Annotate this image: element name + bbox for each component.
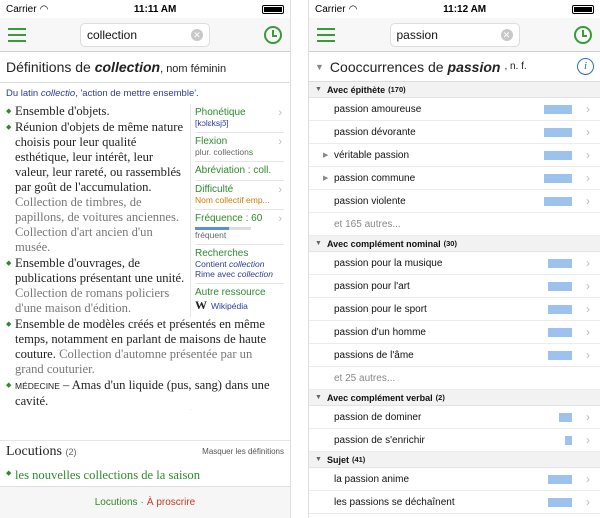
frequency-bar: [544, 436, 572, 445]
status-time: 11:12 AM: [443, 3, 487, 15]
abreviation-section[interactable]: Abréviation : coll.: [195, 162, 284, 181]
frequency-bar-fill: [548, 351, 572, 360]
cooccurrences-screen: [309, 0, 600, 518]
definition-item: ◆ Réunion d'objets de même nature choisis pour leur qualité esthétique, leur intérêt, leur valeur, leur rareté, ou rassemblés par goût de l'accumulation. Collection de timbres, de papillons, de voitures anciennes. Collection d'art ancien d'un musée.: [6, 120, 186, 255]
chevron-right-icon: ›: [278, 107, 282, 119]
hide-definitions-button[interactable]: Masquer les définitions: [202, 447, 284, 456]
chevron-right-icon: ›: [278, 136, 282, 148]
status-bar: [309, 0, 600, 18]
cooccurrence-row[interactable]: [309, 344, 600, 367]
cooccurrence-label: la passion anime: [334, 473, 410, 485]
chevron-right-icon: ›: [586, 194, 590, 208]
etymology: Du latin collectio, 'action de mettre ensemble'.: [6, 88, 199, 99]
frequency-bar: [544, 475, 572, 484]
frequency-bar: [544, 105, 572, 114]
expand-triangle-icon[interactable]: ▶: [323, 152, 329, 159]
cooccurrence-row[interactable]: [309, 275, 600, 298]
wikipedia-icon: W: [195, 298, 207, 312]
chevron-right-icon: ›: [278, 184, 282, 196]
search-value: passion: [396, 27, 438, 42]
chevron-right-icon: ›: [586, 348, 590, 362]
cooccurrence-label: passion amoureuse: [334, 103, 422, 115]
cooccurrence-row[interactable]: [309, 121, 600, 144]
cooccurrence-label: passion violente: [334, 195, 406, 207]
carrier: Carrier ◠: [315, 3, 358, 15]
search-value: collection: [87, 27, 138, 42]
cooccurrence-label: passion dévorante: [334, 126, 416, 138]
frequency-bar-fill: [544, 197, 572, 206]
cooccurrence-label: passion de dominer: [334, 411, 422, 423]
frequency-bar-fill: [548, 282, 572, 291]
autre-section: Autre ressource W Wikipédia: [195, 284, 284, 317]
nav-bar: [0, 18, 290, 52]
definition-item: ◆ MÉDECINE – Amas d'un liquide (pus, sang) dans une cavité.: [6, 378, 276, 409]
more-results-link[interactable]: et 25 autres...: [309, 367, 600, 390]
cooccurrence-row[interactable]: [309, 144, 600, 167]
battery-icon: [262, 5, 284, 14]
chevron-right-icon: ›: [586, 495, 590, 509]
nav-bar: [309, 18, 600, 52]
frequency-bar-fill: [559, 413, 572, 422]
group-header[interactable]: ▼ Avec complément verbal (2): [309, 390, 600, 406]
cooccurrence-label: véritable passion: [334, 149, 410, 161]
frequency-bar: [544, 328, 572, 337]
wifi-icon: ◠: [348, 3, 358, 15]
chevron-right-icon: ›: [586, 325, 590, 339]
frequency-bar: [544, 351, 572, 360]
history-clock-icon[interactable]: [264, 26, 282, 44]
frequency-bar-fill: [544, 151, 572, 160]
cooccurrence-row[interactable]: [309, 190, 600, 213]
frequency-bar-fill: [544, 174, 572, 183]
cooccurrence-row[interactable]: [309, 298, 600, 321]
cooccurrence-label: passion pour le sport: [334, 303, 427, 315]
chevron-right-icon: ›: [586, 410, 590, 424]
page-title: ▼ Cooccurrences de passion , n. f. i: [309, 52, 600, 82]
frequency-bar: [544, 498, 572, 507]
cooccurrence-label: les passions se déchaînent: [334, 496, 455, 508]
wikipedia-link[interactable]: W Wikipédia: [195, 298, 248, 312]
search-input[interactable]: [80, 23, 210, 47]
frequence-section[interactable]: Fréquence : 60 fréquent ›: [195, 210, 284, 245]
frequency-bar-fill: [544, 128, 572, 137]
frequency-bar: [544, 174, 572, 183]
collapse-triangle-icon: ▼: [315, 456, 322, 463]
battery-icon: [572, 5, 594, 14]
frequency-bar-fill: [548, 328, 572, 337]
chevron-right-icon: ›: [586, 279, 590, 293]
frequency-bar: [544, 413, 572, 422]
clear-icon[interactable]: ✕: [501, 29, 513, 41]
cooccurrence-label: passion commune: [334, 172, 416, 184]
collapse-triangle-icon[interactable]: ▼: [315, 61, 324, 72]
cooccurrence-row[interactable]: [309, 252, 600, 275]
cooccurrence-row[interactable]: [309, 468, 600, 491]
group-header[interactable]: ▼ Avec complément nominal (30): [309, 236, 600, 252]
frequency-bar: [544, 128, 572, 137]
group-header[interactable]: ▼ Sujet (41): [309, 452, 600, 468]
frequency-bar: [544, 197, 572, 206]
definition-item: ◆ Ensemble d'ouvrages, de publications présentant une unité. Collection de romans policiers d'une maison d'édition.: [6, 256, 186, 316]
wifi-icon: ◠: [39, 3, 49, 15]
cooccurrence-row[interactable]: [309, 98, 600, 121]
screen-divider: [290, 0, 309, 518]
frequency-bar-fill: [548, 498, 572, 507]
bottom-bar: Locutions · À proscrire: [0, 486, 290, 518]
frequency-bar: [544, 259, 572, 268]
chevron-right-icon: ›: [586, 433, 590, 447]
cooccurrence-row[interactable]: [309, 491, 600, 514]
cooccurrence-label: passion pour la musique: [334, 257, 443, 269]
page-title: Définitions de collection, nom féminin: [0, 52, 290, 83]
definitions-screen: [0, 0, 290, 518]
definition-item: ◆ Ensemble d'objets.: [6, 104, 186, 119]
cooccurrence-label: passion d'un homme: [334, 326, 426, 338]
menu-icon[interactable]: [317, 28, 335, 42]
locutions-header: Locutions (2) Masquer les définitions: [0, 440, 290, 462]
expand-triangle-icon[interactable]: ▶: [323, 175, 329, 182]
frequency-bar-fill: [565, 436, 572, 445]
proscribe-link[interactable]: À proscrire: [146, 497, 196, 508]
menu-icon[interactable]: [8, 28, 26, 42]
clear-icon[interactable]: ✕: [191, 29, 203, 41]
rhymes-link[interactable]: Rime avec collection: [195, 269, 273, 279]
chevron-right-icon: ›: [586, 125, 590, 139]
cooccurrence-row[interactable]: [309, 321, 600, 344]
history-clock-icon[interactable]: [574, 26, 592, 44]
group-header[interactable]: ▼ Avec épithète (170): [309, 82, 600, 98]
flexion-section[interactable]: Flexion plur. collections ›: [195, 133, 284, 162]
phonetique-section[interactable]: Phonétique [kɔlɛksjɔ̃] ›: [195, 104, 284, 133]
locutions-link[interactable]: Locutions: [94, 497, 138, 508]
cooccurrence-label: passions de l'âme: [334, 349, 414, 361]
collapse-triangle-icon: ▼: [315, 240, 322, 247]
chevron-right-icon: ›: [278, 213, 282, 225]
frequency-bar-fill: [548, 259, 572, 268]
cooccurrence-row[interactable]: [309, 429, 600, 452]
frequency-bar-fill: [544, 105, 572, 114]
frequency-bar-fill: [548, 475, 572, 484]
chevron-right-icon: ›: [586, 102, 590, 116]
contains-link[interactable]: Contient collection: [195, 259, 265, 269]
cooccurrence-label: passion pour l'art: [334, 280, 410, 292]
frequency-bar-fill: [548, 305, 572, 314]
difficulte-section[interactable]: Difficulté Nom collectif emp... ›: [195, 181, 284, 210]
recherches-section: Recherches Contient collection Rime avec collection: [195, 245, 284, 284]
info-icon[interactable]: i: [577, 58, 594, 75]
status-bar: [0, 0, 290, 18]
cooccurrence-groups: [309, 82, 600, 514]
chevron-right-icon: ›: [586, 256, 590, 270]
frequency-bar: [544, 305, 572, 314]
collapse-triangle-icon: ▼: [315, 394, 322, 401]
frequency-bar: [544, 151, 572, 160]
carrier: Carrier ◠: [6, 3, 49, 15]
cooccurrence-row[interactable]: [309, 167, 600, 190]
chevron-right-icon: ›: [586, 171, 590, 185]
status-time: 11:11 AM: [133, 3, 177, 15]
cooccurrence-label: passion de s'enrichir: [334, 434, 425, 446]
collapse-triangle-icon: ▼: [315, 86, 322, 93]
chevron-right-icon: ›: [586, 472, 590, 486]
chevron-right-icon: ›: [586, 302, 590, 316]
definition-item: ◆ Ensemble de modèles créés et présentés en même temps, notamment en parlant de maisons de haute couture. Collection d'automne présentée par un grand couturier.: [6, 317, 276, 377]
frequency-bar: [544, 282, 572, 291]
search-input[interactable]: [390, 23, 520, 47]
chevron-right-icon: ›: [586, 148, 590, 162]
cooccurrence-row[interactable]: [309, 406, 600, 429]
more-results-link[interactable]: et 165 autres...: [309, 213, 600, 236]
locution-item[interactable]: ◆ les nouvelles collections de la saison: [6, 468, 200, 483]
